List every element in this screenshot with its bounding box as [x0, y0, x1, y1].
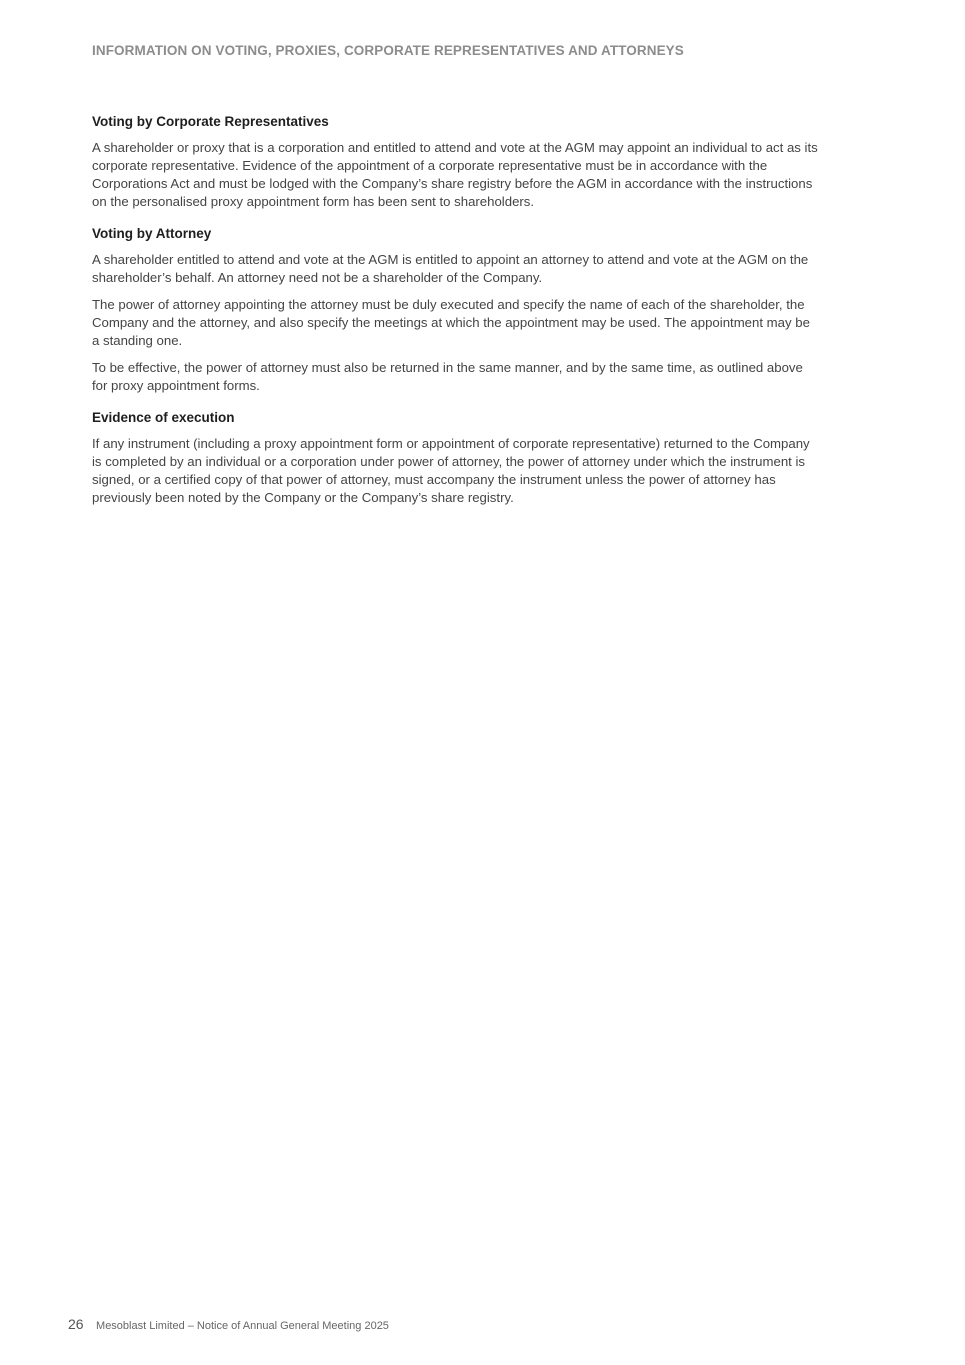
footer-text: Mesoblast Limited – Notice of Annual General Meeting 2025: [96, 1320, 389, 1332]
section-heading: Voting by Corporate Representatives: [92, 114, 329, 129]
section-voting-by-attorney: [92, 225, 820, 395]
section-evidence-of-execution: [92, 409, 820, 507]
paragraph: The power of attorney appointing the attorney must be duly executed and specify the name of each of the shareholder, the Company and the attorney, and also specify the meetings at which the appointment may be used. The appointment may be a standing one.: [92, 297, 810, 348]
section-corporate-representatives: [92, 113, 820, 211]
paragraph: A shareholder entitled to attend and vote at the AGM is entitled to appoint an attorney to attend and vote at the AGM on the shareholder’s behalf. An attorney need not be a shareholder of the Company.: [92, 252, 809, 285]
page-header: INFORMATION ON VOTING, PROXIES, CORPORATE REPRESENTATIVES AND ATTORNEYS: [92, 43, 684, 58]
page-number: 26: [68, 1316, 84, 1332]
paragraph: A shareholder or proxy that is a corporation and entitled to attend and vote at the AGM may appoint an individual to act as its corporate representative. Evidence of the appointment of a corporate representative must be in accordance with the Corporations Act and must be lodged with the Company’s share registry before the AGM in accordance with the instructions on the personalised proxy appointment form has been sent to shareholders.: [92, 140, 818, 209]
paragraph: If any instrument (including a proxy appointment form or appointment of corporate representative) returned to the Company is completed by an individual or a corporation under power of attorney, the power of attorney under which the instrument is signed, or a certified copy of that power of attorney, must accompany the instrument unless the power of attorney has previously been noted by the Company or the Company’s share registry.: [92, 436, 810, 505]
section-heading: Evidence of execution: [92, 410, 235, 425]
document-body: [92, 113, 820, 521]
section-heading: Voting by Attorney: [92, 226, 212, 241]
paragraph: To be effective, the power of attorney must also be returned in the same manner, and by the same time, as outlined above for proxy appointment forms.: [92, 360, 803, 393]
page-footer: [68, 1316, 389, 1334]
